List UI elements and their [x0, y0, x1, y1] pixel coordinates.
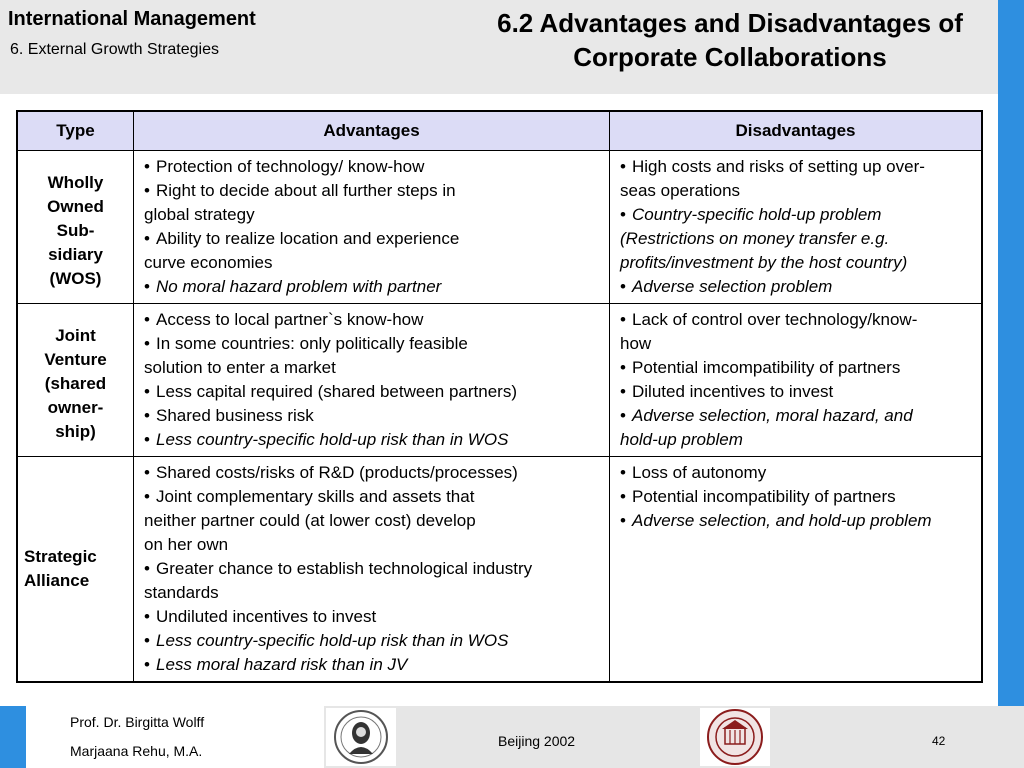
item-text: Country-specific hold-up problem — [632, 205, 882, 224]
advantage-item — [140, 179, 605, 227]
row-type-label: sidiary — [48, 245, 103, 264]
item-text: (Restrictions on money transfer e.g. — [620, 229, 890, 248]
item-text: Adverse selection problem — [632, 277, 833, 296]
item-text: Adverse selection, moral hazard, and — [632, 406, 913, 425]
disadvantage-item — [616, 203, 977, 275]
item-text: on her own — [144, 535, 229, 554]
table-row — [17, 151, 982, 304]
disadvantage-item — [616, 485, 977, 509]
row-type-cell — [17, 304, 134, 457]
comparison-table — [16, 110, 983, 683]
table-header-row — [17, 111, 982, 151]
item-text: Protection of technology/ know-how — [156, 157, 425, 176]
table-row — [17, 304, 982, 457]
item-text: how — [620, 334, 652, 353]
item-text: Potential incompatibility of partners — [632, 487, 896, 506]
disadvantage-item — [616, 155, 977, 203]
advantage-item — [140, 653, 605, 677]
row-type-label: Strategic — [24, 547, 97, 566]
item-text: hold-up problem — [620, 430, 743, 449]
disadvantage-item — [616, 380, 977, 404]
advantage-item — [140, 308, 605, 332]
item-text: Potential imcompatibility of partners — [632, 358, 901, 377]
advantage-item — [140, 428, 605, 452]
item-text: curve economies — [144, 253, 273, 272]
advantages-cell — [134, 151, 610, 304]
row-type-cell — [17, 457, 134, 683]
item-text: Less country-specific hold-up risk than in WOS — [156, 430, 509, 449]
slide-title-line: 6.2 Advantages and Disadvantages of — [497, 8, 963, 38]
item-text: High costs and risks of setting up over- — [632, 157, 925, 176]
item-text: Ability to realize location and experience — [156, 229, 460, 248]
item-text: Loss of autonomy — [632, 463, 767, 482]
table-body — [17, 151, 982, 683]
advantage-item — [140, 461, 605, 485]
item-text: Greater chance to establish technological industry — [156, 559, 533, 578]
advantage-item — [140, 275, 605, 299]
advantage-item — [140, 227, 605, 275]
advantages-cell — [134, 304, 610, 457]
advantage-item — [140, 605, 605, 629]
item-text: Access to local partner`s know-how — [156, 310, 424, 329]
column-header-advantages: Advantages — [134, 111, 610, 151]
item-text: neither partner could (at lower cost) develop — [144, 511, 476, 530]
footer-accent-stripe — [0, 706, 26, 768]
advantage-item — [140, 380, 605, 404]
author-name: Marjaana Rehu, M.A. — [70, 743, 203, 759]
row-type-label: Venture — [44, 350, 107, 369]
item-text: Right to decide about all further steps in — [156, 181, 456, 200]
advantage-item — [140, 404, 605, 428]
course-title: International Management — [8, 8, 256, 30]
university-seal-icon — [700, 708, 770, 766]
item-text: seas operations — [620, 181, 741, 200]
disadvantages-cell — [610, 457, 983, 683]
row-type-label: (shared — [44, 374, 107, 393]
item-text: standards — [144, 583, 219, 602]
item-text: profits/investment by the host country) — [620, 253, 908, 272]
item-text: Undiluted incentives to invest — [156, 607, 377, 626]
advantages-cell — [134, 457, 610, 683]
row-type-label: Owned — [47, 197, 104, 216]
item-text: In some countries: only politically feasible — [156, 334, 468, 353]
row-type-label: Joint — [55, 326, 96, 345]
disadvantage-item — [616, 308, 977, 356]
row-type-label: ship) — [55, 422, 96, 441]
page-number: 42 — [932, 734, 946, 748]
section-title: 6. External Growth Strategies — [10, 41, 219, 58]
item-text: global strategy — [144, 205, 255, 224]
column-header-type: Type — [17, 111, 134, 151]
row-type-label: owner- — [47, 398, 104, 417]
accent-stripe — [998, 0, 1024, 706]
disadvantage-item — [616, 404, 977, 452]
advantage-item — [140, 485, 605, 557]
item-text: solution to enter a market — [144, 358, 336, 377]
disadvantage-item — [616, 461, 977, 485]
item-text: Less country-specific hold-up risk than in WOS — [156, 631, 509, 650]
author-name: Prof. Dr. Birgitta Wolff — [70, 714, 205, 730]
item-text: Diluted incentives to invest — [632, 382, 834, 401]
item-text: Shared business risk — [156, 406, 314, 425]
disadvantages-cell — [610, 304, 983, 457]
slide-title-line: Corporate Collaborations — [573, 42, 887, 72]
item-text: Lack of control over technology/know- — [632, 310, 918, 329]
disadvantage-item — [616, 356, 977, 380]
university-seal-icon — [326, 708, 396, 766]
item-text: Less capital required (shared between partners) — [156, 382, 517, 401]
row-type-cell — [17, 151, 134, 304]
disadvantage-item — [616, 509, 977, 533]
row-type-label: Wholly — [47, 173, 104, 192]
advantage-item — [140, 332, 605, 380]
advantage-item — [140, 629, 605, 653]
item-text: Shared costs/risks of R&D (products/processes) — [156, 463, 518, 482]
row-type-label: (WOS) — [49, 269, 102, 288]
item-text: Adverse selection, and hold-up problem — [632, 511, 932, 530]
disadvantages-cell — [610, 151, 983, 304]
table-row — [17, 457, 982, 683]
item-text: Less moral hazard risk than in JV — [156, 655, 408, 674]
row-type-label: Sub- — [56, 221, 95, 240]
advantage-item — [140, 155, 605, 179]
row-type-label: Alliance — [24, 571, 90, 590]
slide-title — [440, 6, 1020, 74]
disadvantage-item — [616, 275, 977, 299]
item-text: Joint complementary skills and assets that — [156, 487, 475, 506]
item-text: No moral hazard problem with partner — [156, 277, 442, 296]
column-header-disadvantages: Disadvantages — [610, 111, 983, 151]
event-label: Beijing 2002 — [498, 733, 576, 749]
advantage-item — [140, 557, 605, 605]
